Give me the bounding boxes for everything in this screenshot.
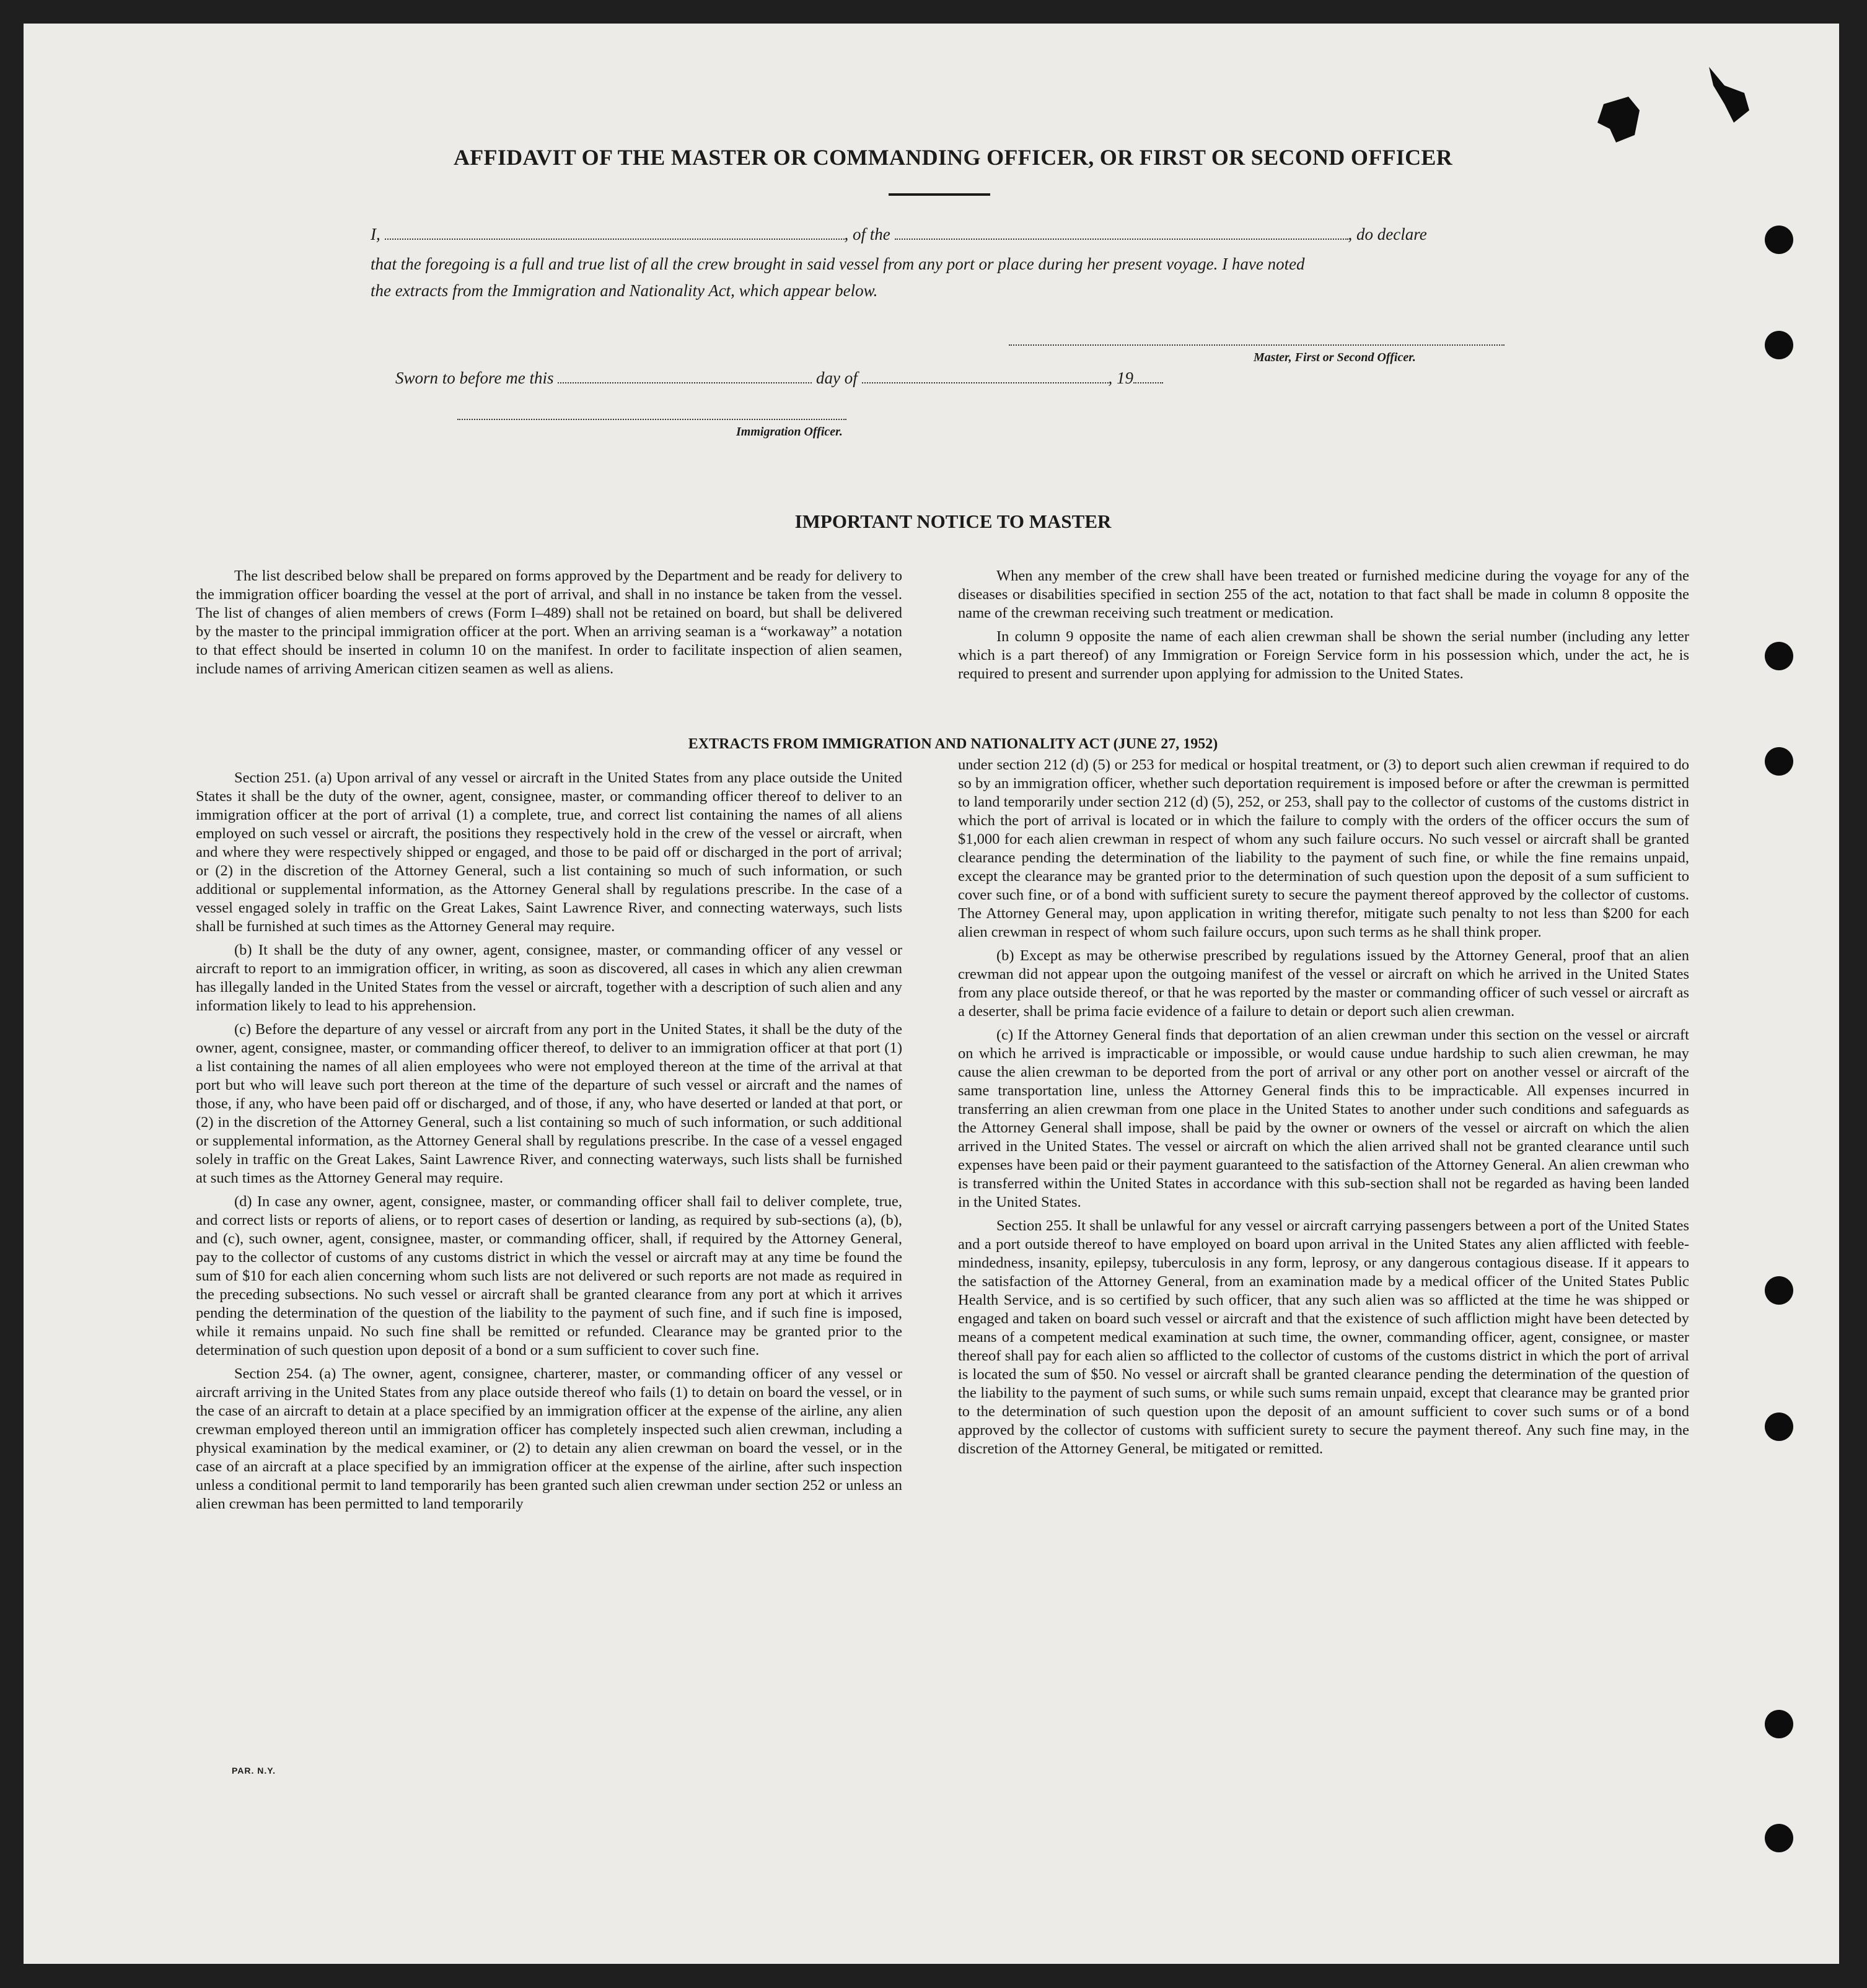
extracts-right-column bbox=[958, 756, 1689, 1463]
master-signature-line[interactable] bbox=[1009, 344, 1505, 346]
punch-hole bbox=[1765, 1824, 1793, 1852]
title-underline bbox=[889, 193, 990, 196]
declaration-line-3: the extracts from the Immigration and Nationality Act, which appear below. bbox=[371, 281, 878, 300]
sworn-day-blank[interactable] bbox=[558, 382, 812, 383]
torn-mark bbox=[1591, 85, 1647, 147]
punch-hole bbox=[1765, 747, 1793, 776]
punch-hole bbox=[1765, 642, 1793, 670]
extract-paragraph: (b) It shall be the duty of any owner, agent, consignee, master, or commanding officer of any vessel or aircraft to report to an immigration officer, in writing, as soon as discovered, all cases in which any alien crewman has illegally landed in the United States from the vessel or aircraft, together with a description of such alien and any information likely to lead to his apprehension. bbox=[196, 942, 902, 1014]
sworn-prefix: Sworn to before me this bbox=[395, 369, 554, 387]
extract-paragraph: Section 251. (a) Upon arrival of any vessel or aircraft in the United States from any place outside the United States it shall be the duty of the owner, agent, consignee, master, or commanding officer thereof to deliver to an immigration officer at the port of arrival (1) a complete, true, and correct list containing the names of all aliens employed on such vessel or aircraft, the positions they respectively hold in the crew of the vessel or aircraft, when and where they were respectively shipped or engaged, and those to be paid off or discharged in the port of arrival; or (2) in the discretion of the Attorney General, such a list containing so much of such information, or such additional or supplemental information, as the Attorney General shall by regulations prescribe. In the case of a vessel engaged solely in traffic on the Great Lakes, Saint Lawrence River, and connecting waterways, such lists shall be furnished at such times as the Attorney General may require. bbox=[196, 769, 902, 935]
sworn-year-blank[interactable] bbox=[1133, 382, 1163, 383]
extract-paragraph: Section 254. (a) The owner, agent, consignee, charterer, master, or commanding officer of any vessel or aircraft arriving in the United States from any place outside thereof who fails (1) to detain on board the vessel, or in the case of an aircraft to detain at a place specified by an immigration officer at the expense of the airline, any alien crewman employed thereon until an immigration officer has completely inspected such alien crewman, including a physical examination by the medical examiner, or (2) to detain any alien crewman on board the vessel, or in the case of an aircraft at a place specified by an immigration officer at the expense of the airline, after such inspection unless a conditional permit to land temporarily has been granted such alien crewman under section 252 or unless an alien crewman has been permitted to land temporarily bbox=[196, 1365, 902, 1512]
extract-paragraph: Section 255. It shall be unlawful for any vessel or aircraft carrying passengers between a port of the United States and a port outside thereof to have employed on board upon arrival in the United States any alien afflicted with feeble-mindedness, insanity, epilepsy, tuberculosis in any form, leprosy, or any dangerous contagious disease. If it appears to the satisfaction of the Attorney General, from an examination made by a medical officer of the United States Public Health Service, and is so certified by such officer, that any such alien was so afflicted at the time he was shipped or engaged and taken on board such vessel or aircraft and that the existence of such affliction might have been detected by means of a competent medical examination at such time, the owner, commanding officer, agent, consignee, or master thereof shall pay for each alien so afflicted to the collector of customs of the customs district in which the port of arrival is located the sum of $50. No vessel or aircraft shall be granted clearance pending the determination of the question of the liability to the payment of such sums, or while such sums remain unpaid, except that clearance may be granted prior to the determination of such question upon the deposit of an amount sufficient to cover such sums or of a bond approved by the collector of customs with sufficient surety to secure the payment thereof. Any such fine may, in the discretion of the Attorney General, be mitigated or remitted. bbox=[958, 1217, 1689, 1457]
printer-mark: PAR. N.Y. bbox=[232, 1766, 276, 1776]
notice-right-paragraph: When any member of the crew shall have been treated or furnished medicine during the voyage for any of the diseases or disabilities specified in section 255 of the act, notation to that fact shall be made in column 8 opposite the name of the crewman receiving such treatment or medication. bbox=[958, 567, 1689, 621]
sworn-year: , 19 bbox=[1108, 369, 1133, 387]
sworn-day-of: day of bbox=[816, 369, 858, 387]
declaration-do-declare: , do declare bbox=[1348, 225, 1427, 243]
affidavit-title: AFFIDAVIT OF THE MASTER OR COMMANDING OFFICER, OR FIRST OR SECOND OFFICER bbox=[453, 145, 1453, 170]
punch-hole bbox=[1765, 1276, 1793, 1305]
extract-paragraph: (b) Except as may be otherwise prescribed by regulations issued by the Attorney General, proof that an alien crewman did not appear upon the outgoing manifest of the vessel or aircraft on which he arrived in the United States from any place outside thereof, or that he was reported by the master or commanding officer of such vessel or aircraft as a deserter, shall be prima facie evidence of a failure to detain or deport such alien crewman. bbox=[958, 947, 1689, 1020]
punch-hole bbox=[1765, 226, 1793, 254]
extract-paragraph: (d) In case any owner, agent, consignee, master, or commanding officer shall fail to deliver complete, true, and correct lists or reports of aliens, or to report cases of desertion or landing, as required by sub-sections (a), (b), and (c), such owner, agent, consignee, master, or commanding officer, shall, if required by the Attorney General, pay to the collector of customs of any customs district in which the vessel or aircraft may at any time be found the sum of $10 for each alien concerning whom such lists are not delivered or such reports are not made as required in the preceding subsections. No such vessel or aircraft shall be granted clearance from any port at which it arrives pending the determination of the question of the liability to the payment of such fine, and if such fine is imposed, while it remains unpaid. No such fine shall be remitted or refunded. Clearance may be granted prior to the determination of such question upon deposit of a bond or a sum sufficient to cover such fine. bbox=[196, 1193, 902, 1359]
notice-left-column bbox=[196, 567, 902, 683]
master-signature-label: Master, First or Second Officer. bbox=[1254, 351, 1416, 364]
extract-paragraph: under section 212 (d) (5) or 253 for medical or hospital treatment, or (3) to deport such alien crewman if required to do so by an immigration officer, whether such deportation requirement is imposed before or after the crewman is permitted to land temporarily under section 212 (d) (5), 252, or 253, shall pay to the collector of customs of the customs district in which the port of arrival is located or in which the failure to comply with the orders of the officer occurs the sum of $1,000 for each alien crewman in respect of whom any such failure occurs. No such vessel or aircraft shall be granted clearance pending the determination of the liability to the payment of such fine, or while the fine remains unpaid, except the clearance may be granted prior to the determination of such question upon the deposit of a sum sufficient to cover such fine, or of a bond with sufficient surety to secure the payment thereof approved by the collector of customs. The Attorney General may, upon application in writing therefor, mitigate such penalty to not less than $200 for each alien crewman in respect of whom such failure occurs, upon such terms as he shall think proper. bbox=[958, 756, 1689, 940]
officer-signature-line[interactable] bbox=[457, 419, 846, 420]
declaration-line-2: that the foregoing is a full and true list of all the crew brought in said vessel from any port or place during her present voyage. I have noted bbox=[371, 255, 1305, 273]
notice-left-paragraph: The list described below shall be prepared on forms approved by the Department and be ready for delivery to the immigration officer boarding the vessel at the port of arrival, and shall in no instance be taken from the vessel. The list of changes of alien members of crews (Form I–489) shall not be retained on board, but shall be delivered by the master to the principal immigration officer at the port. When an arriving seaman is a “workaway” a notation to that effect should be inserted in column 10 on the manifest. In order to facilitate inspection of alien seamen, include names of arriving American citizen seamen as well as aliens. bbox=[196, 567, 902, 677]
extract-paragraph: (c) Before the departure of any vessel or aircraft from any port in the United States, it shall be the duty of the owner, agent, consignee, master, or commanding officer thereof, to deliver to an immigration officer at that port (1) a list containing the names of all alien employees who were not employed thereon at the time of the arrival at that port but who will leave such port thereon at the time of the departure of such vessel or aircraft and the names of those, if any, who have been paid off or discharged, and of those, if any, who have deserted or landed at that port, or (2) in the discretion of the Attorney General, such a list containing so much of such information, or such additional or supplemental information, as the Attorney General shall by regulations prescribe. In the case of a vessel engaged solely in traffic on the Great Lakes, Saint Lawrence River, and connecting waterways, such lists shall be furnished at such times as the Attorney General may require. bbox=[196, 1021, 902, 1186]
declaration-line-1 bbox=[371, 225, 1535, 244]
declaration-prefix: I, bbox=[371, 225, 380, 243]
extracts-title: EXTRACTS FROM IMMIGRATION AND NATIONALITY ACT (JUNE 27, 1952) bbox=[688, 736, 1218, 752]
notice-right-paragraph: In column 9 opposite the name of each alien crewman shall be shown the serial number (including any letter which is a part thereof) of any Immigration or Foreign Service form in his possession which, under the act, he is required to present and surrender upon applying for admission to the United States. bbox=[958, 628, 1689, 682]
extracts-left-column bbox=[196, 769, 902, 1518]
punch-hole bbox=[1765, 331, 1793, 359]
sworn-line bbox=[395, 369, 1560, 388]
officer-signature-label: Immigration Officer. bbox=[736, 425, 843, 439]
vessel-blank[interactable] bbox=[895, 239, 1348, 240]
name-blank[interactable] bbox=[385, 239, 845, 240]
punch-hole bbox=[1765, 1710, 1793, 1738]
punch-hole bbox=[1765, 1412, 1793, 1441]
declaration-of-the: , of the bbox=[844, 225, 890, 243]
document-page bbox=[24, 24, 1839, 1964]
torn-mark bbox=[1706, 61, 1755, 129]
sworn-month-blank[interactable] bbox=[862, 382, 1109, 383]
notice-right-column bbox=[958, 567, 1689, 688]
extract-paragraph: (c) If the Attorney General finds that deportation of an alien crewman under this section on the vessel or aircraft on which he arrived is impracticable or impossible, or would cause undue hardship to such alien crewman, he may cause the alien crewman to be deported from the port of arrival or any other port on another vessel or aircraft of the same transportation line, unless the Attorney General finds this to be impracticable. All expenses incurred in transferring an alien crewman from one place in the United States to another under such conditions and safeguards as the Attorney General shall impose, shall be paid by the owner or owners of the vessel or aircraft on which the alien arrived in the United States. The vessel or aircraft on which the alien arrived shall not be granted clearance until such expenses have been paid or their payment guaranteed to the satisfaction of the Attorney General. An alien crewman who is transferred within the United States in accordance with this sub-section shall not be regarded as having been landed in the United States. bbox=[958, 1027, 1689, 1211]
notice-title: IMPORTANT NOTICE TO MASTER bbox=[794, 510, 1112, 532]
